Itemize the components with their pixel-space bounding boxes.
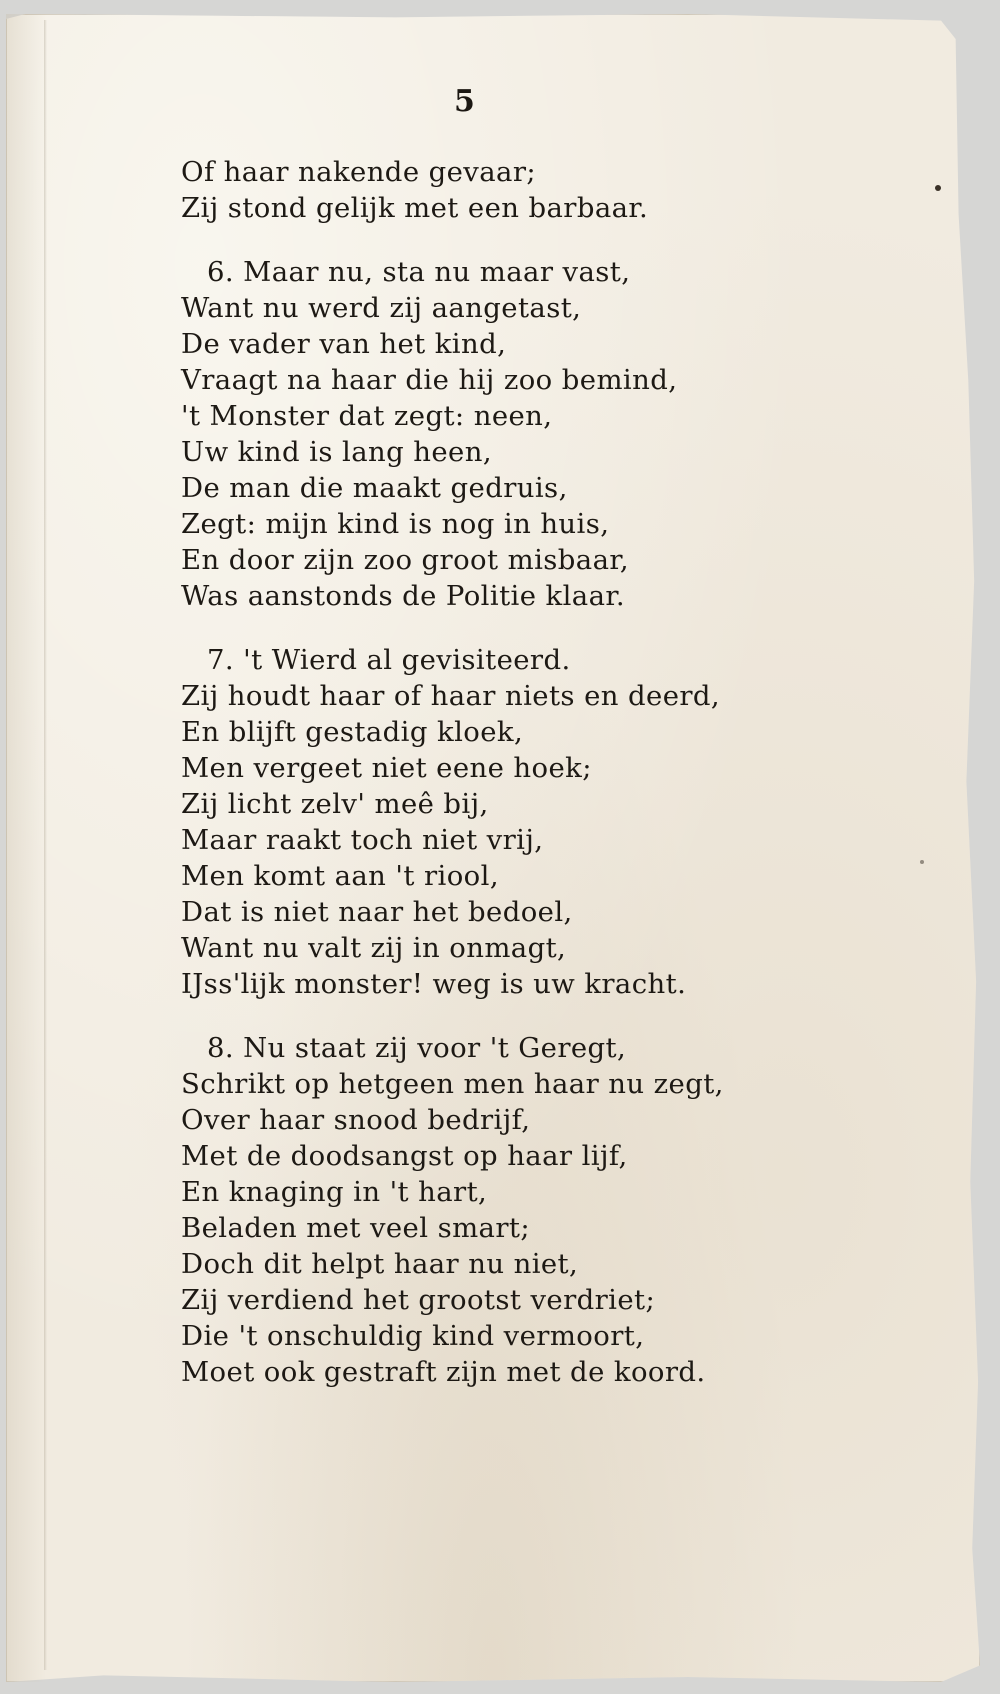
verse-line: Zegt: mijn kind is nog in huis, bbox=[181, 508, 610, 540]
verse-line: Met de doodsangst op haar lijf, bbox=[181, 1140, 628, 1172]
verse-line: Over haar snood bedrijf, bbox=[181, 1104, 531, 1136]
verse-line: Beladen met veel smart; bbox=[181, 1212, 531, 1244]
verse-line: Want nu valt zij in onmagt, bbox=[181, 932, 567, 964]
verse-line: Zij licht zelv' meê bij, bbox=[181, 788, 489, 820]
ink-speck bbox=[935, 185, 941, 191]
verse-line: Moet ook gestraft zijn met de koord. bbox=[181, 1356, 706, 1388]
verse-line: Die 't onschuldig kind vermoort, bbox=[181, 1320, 645, 1352]
verse-line: 6. Maar nu, sta nu maar vast, bbox=[207, 256, 631, 288]
verse-line: Schrikt op hetgeen men haar nu zegt, bbox=[181, 1068, 724, 1100]
verse-line: Want nu werd zij aangetast, bbox=[181, 292, 582, 324]
verse-line: IJss'lijk monster! weg is uw kracht. bbox=[181, 968, 687, 1000]
verse-line: De man die maakt gedruis, bbox=[181, 472, 568, 504]
page-gutter-shadow bbox=[6, 14, 46, 1682]
verse-line: En blijft gestadig kloek, bbox=[181, 716, 524, 748]
verse-line: Zij stond gelijk met een barbaar. bbox=[181, 192, 649, 224]
verse-line: De vader van het kind, bbox=[181, 328, 507, 360]
verse-line: Dat is niet naar het bedoel, bbox=[181, 896, 573, 928]
verse-line: Was aanstonds de Politie klaar. bbox=[181, 580, 626, 612]
verse-line: Of haar nakende gevaar; bbox=[181, 156, 537, 188]
verse-line: 8. Nu staat zij voor 't Geregt, bbox=[207, 1032, 627, 1064]
ink-speck bbox=[920, 860, 924, 864]
verse-line: 't Monster dat zegt: neen, bbox=[181, 400, 553, 432]
verse-line: Zij verdiend het grootst verdriet; bbox=[181, 1284, 656, 1316]
page-number: 5 bbox=[454, 84, 475, 119]
verse-line: Uw kind is lang heen, bbox=[181, 436, 492, 468]
page-gutter-line bbox=[44, 20, 47, 1670]
poem-text bbox=[181, 154, 751, 1390]
verse-line: En knaging in 't hart, bbox=[181, 1176, 488, 1208]
stanza bbox=[181, 254, 751, 614]
verse-line: Vraagt na haar die hij zoo bemind, bbox=[181, 364, 678, 396]
verse-line: Maar raakt toch niet vrij, bbox=[181, 824, 544, 856]
stanza bbox=[181, 642, 751, 1002]
verse-line: En door zijn zoo groot misbaar, bbox=[181, 544, 630, 576]
verse-line: Men komt aan 't riool, bbox=[181, 860, 499, 892]
verse-line: Doch dit helpt haar nu niet, bbox=[181, 1248, 579, 1280]
stanza bbox=[181, 154, 751, 226]
verse-line: Zij houdt haar of haar niets en deerd, bbox=[181, 680, 721, 712]
verse-line: Men vergeet niet eene hoek; bbox=[181, 752, 592, 784]
stanza bbox=[181, 1030, 751, 1390]
verse-line: 7. 't Wierd al gevisiteerd. bbox=[207, 644, 571, 676]
